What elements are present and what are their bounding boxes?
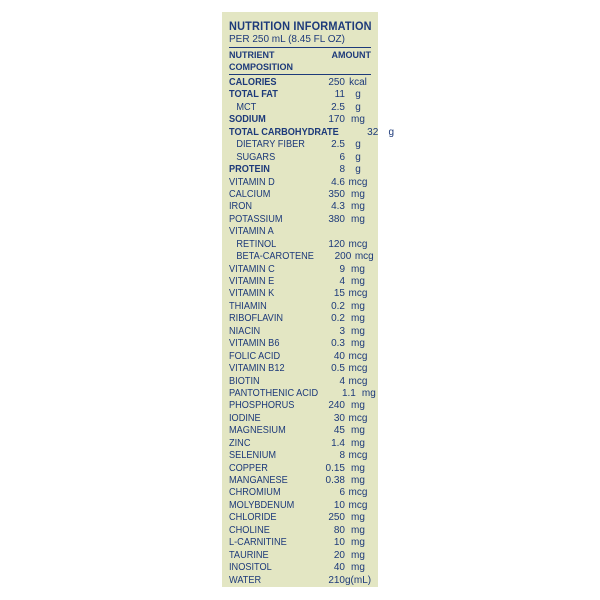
nutrient-row <box>229 438 371 450</box>
nutrient-name: L-CARNITINE <box>229 537 287 549</box>
nutrient-amount: 3 <box>339 325 345 337</box>
nutrient-amount: 1.1 <box>341 387 356 399</box>
nutrient-row <box>229 301 371 313</box>
nutrient-name: NIACIN <box>229 325 261 337</box>
nutrient-unit: mg <box>351 201 365 213</box>
nutrient-name: INOSITOL <box>229 562 272 574</box>
nutrient-row <box>229 475 371 487</box>
nutrient-row <box>229 463 371 475</box>
nutrient-row <box>229 239 371 251</box>
nutrient-amount: 45 <box>333 425 345 437</box>
nutrient-amount: 170 <box>328 114 345 126</box>
nutrient-unit: g <box>355 89 361 101</box>
nutrient-unit: mg <box>351 512 365 524</box>
nutrient-unit: mcg <box>348 499 368 511</box>
nutrient-amount: 0.2 <box>331 300 345 312</box>
nutrient-unit: mg <box>351 300 365 312</box>
nutrient-amount: 4.3 <box>331 201 345 213</box>
nutrient-unit: mg <box>351 475 365 486</box>
nutrient-name: PHOSPHORUS <box>229 400 295 412</box>
nutrient-row <box>229 126 395 139</box>
nutrient-amount: 250 <box>328 77 345 88</box>
nutrient-row <box>229 363 371 375</box>
nutrient-unit: mg <box>351 425 365 437</box>
nutrient-row <box>229 400 371 412</box>
nutrient-row <box>229 251 374 263</box>
nutrient-row <box>229 537 371 549</box>
nutrient-amount: 15 <box>333 288 345 300</box>
nutrient-row <box>229 102 371 114</box>
nutrient-name: CHOLINE <box>229 524 270 536</box>
nutrient-row <box>229 487 371 499</box>
nutrient-amount: 350 <box>328 188 345 200</box>
nutrient-name: SELENIUM <box>229 450 277 462</box>
nutrient-name: PROTEIN <box>229 164 270 176</box>
nutrient-amount: 20 <box>333 549 345 561</box>
nutrient-amount: 10 <box>333 537 345 549</box>
nutrient-unit: mg <box>351 562 365 574</box>
nutrient-unit: mg <box>351 114 365 126</box>
nutrient-name: COPPER <box>229 462 268 474</box>
nutrient-amount: 10 <box>333 499 345 511</box>
nutrient-unit: mcg <box>354 251 374 263</box>
nutrient-name: BIOTIN <box>229 375 260 387</box>
nutrient-name: ZINC <box>229 437 251 449</box>
nutrient-unit: g <box>355 101 361 113</box>
nutrient-amount: 40 <box>333 562 345 574</box>
nutrient-unit: mcg <box>348 350 368 362</box>
nutrient-amount: 0.2 <box>331 313 345 325</box>
nutrient-row <box>229 276 371 288</box>
nutrient-row <box>229 326 371 338</box>
nutrient-row <box>229 351 371 363</box>
nutrient-name: MOLYBDENUM <box>229 499 295 511</box>
nutrient-name: CALORIES <box>229 77 277 88</box>
nutrient-unit: mg <box>351 276 365 287</box>
nutrient-amount: 8 <box>339 450 345 462</box>
nutrient-row <box>229 77 371 89</box>
nutrient-name: BETA-CAROTENE <box>236 251 314 263</box>
nutrient-unit: mcg <box>348 412 368 424</box>
nutrient-name: RIBOFLAVIN <box>229 313 284 325</box>
nutrient-name: IRON <box>229 201 252 213</box>
nutrient-row <box>229 89 371 101</box>
nutrient-amount: 11 <box>334 89 345 101</box>
nutrient-unit: mg <box>351 263 365 275</box>
nutrient-row <box>229 413 371 425</box>
nutrient-name: MCT <box>236 101 257 113</box>
nutrient-amount: 0.38 <box>325 475 345 486</box>
nutrient-name: PANTOTHENIC ACID <box>229 387 319 399</box>
nutrient-unit: mcg <box>348 450 368 462</box>
nutrient-row <box>229 201 371 213</box>
nutrient-name: VITAMIN B6 <box>229 338 280 350</box>
nutrient-amount: 6 <box>339 487 345 499</box>
nutrient-row <box>229 525 371 537</box>
nutrient-amount: 1.4 <box>331 437 345 449</box>
nutrient-amount: 32 <box>367 126 379 138</box>
nutrient-amount: 380 <box>328 213 345 225</box>
nutrient-unit: mg <box>351 524 365 536</box>
nutrient-amount: 250 <box>328 512 345 524</box>
nutrient-name: VITAMIN D <box>229 176 275 188</box>
nutrient-name: CHLORIDE <box>229 512 277 524</box>
nutrient-unit: mcg <box>348 363 368 375</box>
nutrient-row <box>229 152 371 164</box>
nutrient-unit: g <box>355 164 361 176</box>
nutrient-name: CALCIUM <box>229 188 271 200</box>
nutrient-unit: mg <box>351 213 365 225</box>
nutrient-amount: 9 <box>339 263 345 275</box>
panel-title: NUTRITION INFORMATION <box>229 21 372 33</box>
nutrient-unit: mcg <box>348 487 368 499</box>
nutrient-amount: 30 <box>333 412 345 424</box>
nutrient-name: CHROMIUM <box>229 487 281 499</box>
nutrient-amount: 210 <box>328 574 345 586</box>
nutrient-row <box>229 164 371 176</box>
nutrient-row <box>229 562 371 574</box>
nutrient-name: SUGARS <box>236 151 276 163</box>
nutrient-row <box>229 425 371 437</box>
nutrient-name: RETINOL <box>236 238 277 250</box>
nutrient-unit: kcal <box>349 77 367 88</box>
nutrient-unit: g <box>388 126 395 138</box>
nutrient-name: VITAMIN E <box>229 276 275 287</box>
nutrient-amount: 40 <box>333 350 345 362</box>
nutrient-amount: 80 <box>333 524 345 536</box>
nutrient-unit: mg <box>351 188 365 200</box>
nutrient-row <box>229 114 371 126</box>
column-header <box>229 47 371 75</box>
nutrient-amount: 8 <box>339 164 345 176</box>
nutrient-row <box>229 376 371 388</box>
nutrient-name: IODINE <box>229 412 261 424</box>
nutrient-row <box>229 512 371 524</box>
nutrient-amount: 4 <box>339 276 345 287</box>
nutrient-name: TAURINE <box>229 549 269 561</box>
nutrient-list <box>229 77 395 587</box>
nutrient-amount: 6 <box>339 151 345 163</box>
header-amount: AMOUNT <box>331 50 371 60</box>
serving-size: PER 250 mL (8.45 FL OZ) <box>229 34 345 45</box>
nutrient-name: MAGNESIUM <box>229 425 286 437</box>
nutrient-row <box>229 214 371 226</box>
nutrient-name: VITAMIN A <box>229 226 274 238</box>
nutrient-amount: 240 <box>328 400 345 412</box>
nutrient-row <box>229 313 371 325</box>
nutrient-unit: mg <box>351 537 365 549</box>
nutrient-name: VITAMIN C <box>229 263 275 275</box>
nutrient-name: MANGANESE <box>229 475 288 486</box>
nutrient-name: TOTAL CARBOHYDRATE <box>229 126 339 138</box>
nutrient-unit: mcg <box>348 176 368 188</box>
nutrient-amount: 4.6 <box>331 176 345 188</box>
nutrient-amount: 2.5 <box>331 139 345 151</box>
nutrient-name: WATER <box>229 574 262 586</box>
nutrient-unit: mg <box>361 387 376 399</box>
header-nutrient: NUTRIENT COMPOSITION <box>229 50 294 72</box>
nutrient-name: FOLIC ACID <box>229 350 281 362</box>
nutrient-name: TOTAL FAT <box>229 89 278 101</box>
nutrient-row <box>229 575 371 587</box>
nutrient-name: VITAMIN B12 <box>229 363 285 375</box>
nutrient-name: SODIUM <box>229 114 266 126</box>
nutrient-row <box>229 450 371 462</box>
nutrient-amount: 200 <box>334 251 352 263</box>
nutrient-amount: 4 <box>339 375 345 387</box>
nutrition-panel <box>222 12 395 587</box>
nutrient-row <box>229 288 371 300</box>
nutrient-row <box>229 338 371 350</box>
nutrient-amount: 2.5 <box>331 101 345 113</box>
nutrient-unit: mg <box>351 313 365 325</box>
nutrient-name: DIETARY FIBER <box>236 139 305 151</box>
nutrient-row <box>229 226 371 238</box>
nutrient-unit: mg <box>351 400 365 412</box>
nutrient-amount: 0.5 <box>331 363 345 375</box>
nutrient-row <box>229 177 371 189</box>
nutrient-row <box>229 550 371 562</box>
nutrient-unit: mcg <box>348 288 368 300</box>
nutrient-amount: 120 <box>328 238 345 250</box>
nutrient-row <box>229 500 371 512</box>
nutrient-row <box>229 189 371 201</box>
nutrient-row <box>229 264 371 276</box>
nutrient-unit: mg <box>351 549 365 561</box>
nutrient-amount: 0.15 <box>325 462 345 474</box>
nutrient-name: THIAMIN <box>229 300 267 312</box>
nutrient-row <box>229 139 371 151</box>
nutrient-unit: mg <box>351 462 365 474</box>
nutrient-unit: g(mL) <box>345 574 372 586</box>
nutrient-unit: mg <box>351 325 365 337</box>
nutrient-unit: mg <box>351 338 365 350</box>
nutrient-name: POTASSIUM <box>229 213 283 225</box>
nutrient-amount: 0.3 <box>331 338 345 350</box>
nutrient-row <box>229 387 376 400</box>
nutrient-unit: g <box>355 139 361 151</box>
nutrient-unit: mcg <box>348 238 368 250</box>
nutrient-name: VITAMIN K <box>229 288 275 300</box>
nutrient-unit: g <box>355 151 361 163</box>
nutrient-unit: mg <box>351 437 365 449</box>
nutrient-unit: mcg <box>348 375 368 387</box>
